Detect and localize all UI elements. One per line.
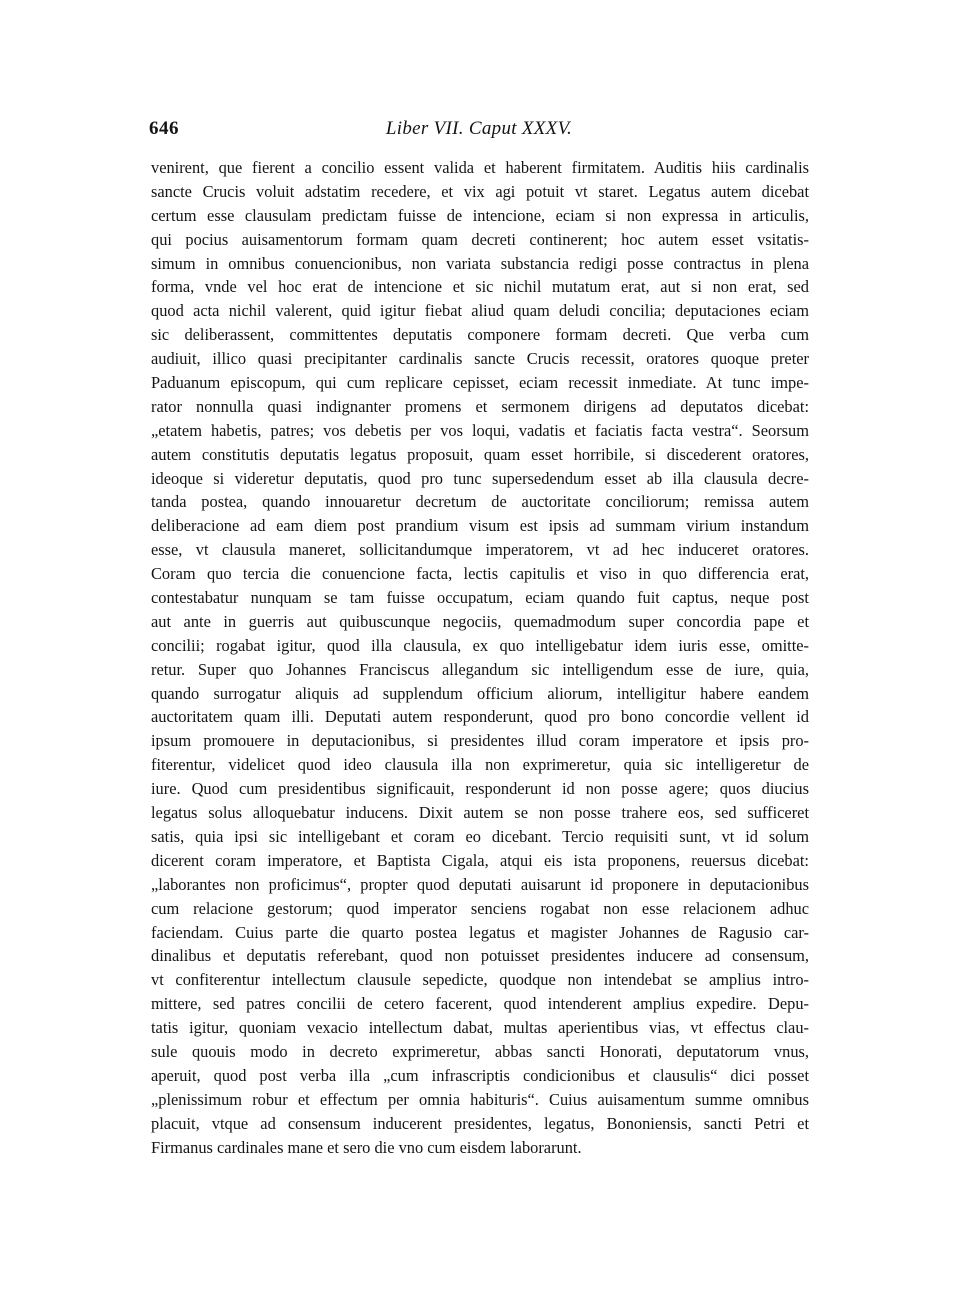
text-line: concilii; rogabat igitur, quod illa clausula, ex quo intelligebatur idem iuris esse, omitte- — [151, 635, 809, 655]
running-head — [149, 118, 809, 146]
text-line: Paduanum episcopum, qui cum replicare cepisset, eciam recessit inmediate. At tunc impe- — [151, 373, 809, 393]
text-line: sule quouis modo in decreto exprimeretur, abbas sancti Honorati, deputatorum vnus, — [151, 1041, 809, 1061]
text-line: ideoque si videretur deputatis, quod pro tunc supersedendum esset ab illa clausula decre- — [151, 468, 809, 488]
text-line: quod acta nichil valerent, quid igitur fiebat aliud quam deludi concilia; deputaciones eciam — [151, 301, 809, 321]
text-line: cum relacione gestorum; quod imperator senciens rogabat non esse relacionem adhuc — [151, 898, 809, 918]
text-line: audiuit, illico quasi precipitanter cardinalis sancte Crucis recessit, oratores quoque preter — [151, 349, 809, 369]
text-line: „etatem habetis, patres; vos debetis per vos loqui, vadatis et faciatis facta vestra“. Seorsum — [151, 420, 809, 440]
text-line: ipsum promouere in deputacionibus, si presidentes illud coram imperatore et ipsis pro- — [151, 731, 809, 751]
text-line: esse, vt clausula maneret, sollicitandumque imperatorem, vt ad hec induceret oratores. — [151, 540, 809, 560]
text-line: satis, quia ipsi sic intelligebant et coram eo dicebant. Tercio requisiti sunt, vt id solum — [151, 826, 809, 846]
body-text — [151, 156, 809, 1159]
text-line: auctoritatem quam illi. Deputati autem responderunt, quod pro bono concordie vellent id — [151, 707, 809, 727]
text-line: sancte Crucis voluit adstatim recedere, et vix agi potuit vt staret. Legatus autem dicebat — [151, 181, 809, 201]
text-line: dinalibus et deputatis referebant, quod non potuisset presidentes inducere ad consensum, — [151, 946, 809, 966]
text-line: „laborantes non proficimus“, propter quod deputati auisarunt id proponere in deputacionibus — [151, 874, 809, 894]
text-line: retur. Super quo Johannes Franciscus allegandum sic intelligendum esse de iure, quia, — [151, 659, 809, 679]
text-line: aut ante in guerris aut quibuscunque negociis, quemadmodum super concordia pape et — [151, 611, 809, 631]
text-line: aperuit, quod post verba illa „cum infrascriptis condicionibus et clausulis“ dici posset — [151, 1065, 809, 1085]
text-line: forma, vnde vel hoc erat de intencione et sic nichil mutatum erat, aut si non erat, sed — [151, 277, 809, 297]
text-line: placuit, vtque ad consensum inducerent presidentes, legatus, Bononiensis, sancti Petri et — [151, 1113, 809, 1133]
text-line: Coram quo tercia die conuencione facta, lectis capitulis et viso in quo differencia erat, — [151, 564, 809, 584]
text-line: contestabatur nunquam se tam fuisse occupatum, eciam quando fuit captus, neque post — [151, 588, 809, 608]
text-line: rator nonnulla quasi indignanter promens et sermonem dirigens ad deputatos dicebat: — [151, 396, 809, 416]
text-line: certum esse clausulam predictam fuisse de intencione, eciam si non expressa in articulis, — [151, 205, 809, 225]
text-line: fiterentur, videlicet quod ideo clausula illa non exprimeretur, quia sic intelligeretur de — [151, 755, 809, 775]
text-line: dicerent coram imperatore, et Baptista Cigala, atqui eis ista proponens, reuersus dicebat: — [151, 850, 809, 870]
text-line: qui pocius auisamentorum formam quam decreti continerent; hoc autem esset vsitatis- — [151, 229, 809, 249]
text-line: „plenissimum robur et effectum per omnia habituris“. Cuius auisamentum summe omnibus — [151, 1089, 809, 1109]
page-number: 646 — [149, 118, 179, 139]
text-line: Firmanus cardinales mane et sero die vno cum eisdem laborarunt. — [151, 1137, 582, 1157]
text-line: autem constitutis deputatis legatus proposuit, quam esset horribile, si discederent oratores, — [151, 444, 809, 464]
text-line: simum in omnibus conuencionibus, non variata substancia redigi posse contractus in plena — [151, 253, 809, 273]
text-line: venirent, que fierent a concilio essent valida et haberent firmitatem. Auditis hiis cardinalis — [151, 158, 809, 177]
text-line: faciendam. Cuius parte die quarto postea legatus et magister Johannes de Ragusio car- — [151, 922, 809, 942]
text-line: sic deliberassent, committentes deputatis componere formam decreti. Que verba cum — [151, 325, 809, 345]
text-line: tatis igitur, quoniam vexacio intellectum dabat, multas aperientibus vias, vt effectus clau- — [151, 1018, 809, 1038]
text-line: vt confiterentur intellectum clausule sepedicte, quodque non intendebat se amplius intro- — [151, 970, 809, 990]
text-line: iure. Quod cum presidentibus significauit, responderunt id non posse agere; quos diucius — [151, 779, 809, 799]
text-line: quando surrogatur aliquis ad supplendum officium aliorum, intelligitur habere eandem — [151, 683, 809, 703]
text-line: mittere, sed patres concilii de cetero facerent, quod intenderent amplius expedire. Depu- — [151, 994, 809, 1014]
text-line: deliberacione ad eam diem post prandium visum est ipsis ad summam virium instandum — [151, 516, 809, 536]
text-line: tanda postea, quando innouaretur decretum de auctoritate conciliorum; remissa autem — [151, 492, 809, 512]
running-title: Liber VII. Caput XXXV. — [385, 118, 573, 139]
text-line: legatus solus alloquebatur inducens. Dixit autem se non posse trahere eos, sed sufficeret — [151, 803, 809, 823]
